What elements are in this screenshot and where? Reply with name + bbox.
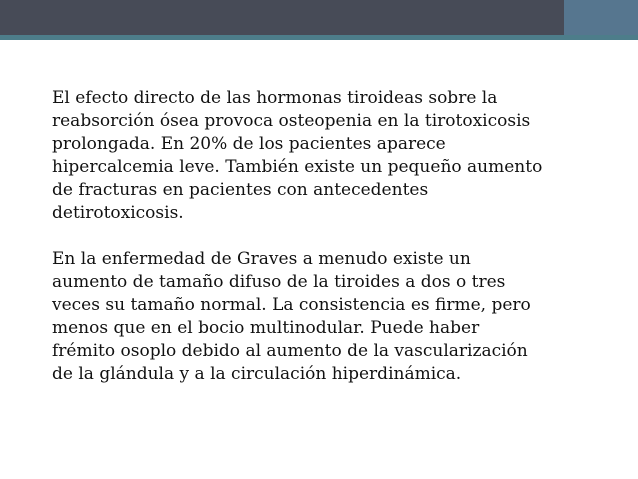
- paragraph-2-line-6: de la glándula y a la circulación hiperdinámica.: [52, 364, 462, 384]
- paragraph-1-line-1: El efecto directo de las hormonas tiroideas sobre la: [52, 88, 498, 108]
- header-bar-accent: [564, 0, 638, 35]
- paragraph-1-line-4: hipercalcemia leve. También existe un pequeño aumento: [52, 157, 543, 177]
- slide-body: [52, 87, 592, 386]
- header-bar-dark: [0, 0, 564, 35]
- paragraph-1-line-3: prolongada. En 20% de los pacientes aparece: [52, 134, 446, 154]
- paragraph-2-line-5: frémito osoplo debido al aumento de la vascularización: [52, 341, 528, 361]
- paragraph-2-line-3: veces su tamaño normal. La consistencia es firme, pero: [52, 295, 531, 315]
- header-bar: [0, 0, 638, 35]
- paragraph-2-line-4: menos que en el bocio multinodular. Puede haber: [52, 318, 480, 338]
- paragraph-gap: [52, 225, 592, 248]
- paragraph-1-line-2: reabsorción ósea provoca osteopenia en la tirotoxicosis: [52, 111, 531, 131]
- paragraph-2-line-1: En la enfermedad de Graves a menudo existe un: [52, 249, 471, 269]
- paragraph-1-line-5: de fracturas en pacientes con antecedentes: [52, 180, 429, 200]
- header-rule: [0, 35, 638, 40]
- paragraph-2-line-2: aumento de tamaño difuso de la tiroides a dos o tres: [52, 272, 506, 292]
- paragraph-1-line-6: detirotoxicosis.: [52, 203, 184, 223]
